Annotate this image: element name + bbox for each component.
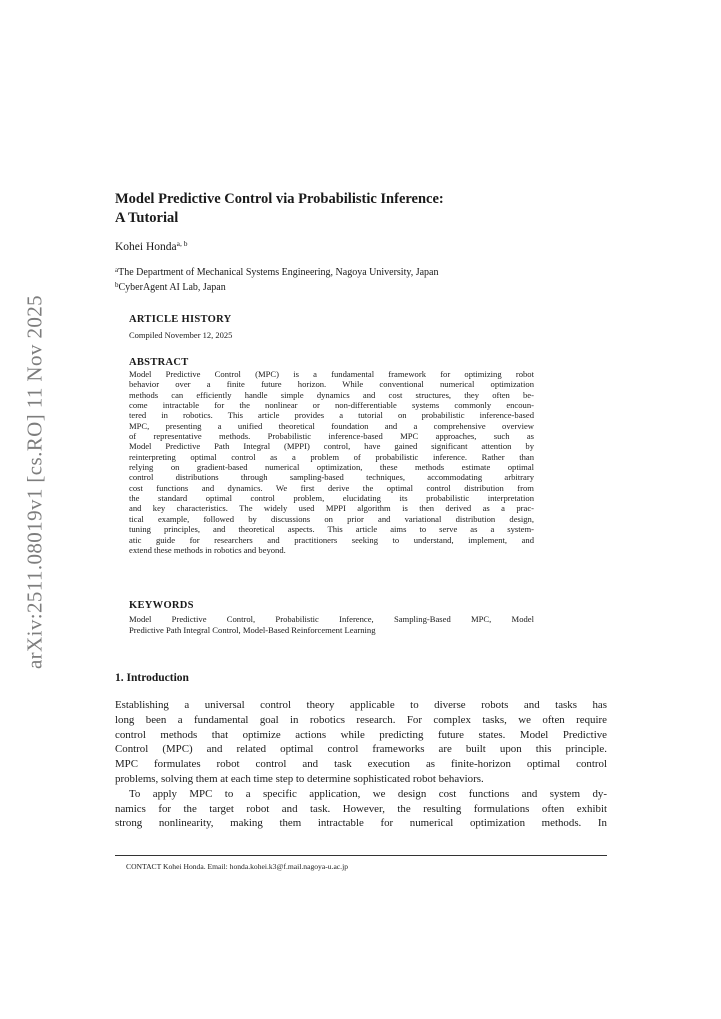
affiliations	[115, 264, 438, 294]
paper-title	[115, 190, 545, 228]
abstract-line: and key characteristics. The widely used MPPI algorithm is then derived as a prac-	[129, 503, 534, 514]
abstract-line: cost functions and dynamics. We first derive the optimal control distribution from	[129, 482, 534, 493]
abstract-line: Model Predictive Path Integral (MPPI) control, have gained significant attention by	[129, 441, 534, 452]
abstract-body	[129, 369, 534, 555]
title-line-1: Model Predictive Control via Probabilistic Inference:	[115, 191, 444, 207]
contact-footnote: CONTACT Kohei Honda. Email: honda.kohei.k3@f.mail.nagoya-u.ac.jp	[126, 862, 348, 871]
intro-line: Establishing a universal control theory applicable to diverse robots and tasks has	[115, 699, 607, 711]
article-history-heading: ARTICLE HISTORY	[129, 314, 232, 325]
abstract-line: tical example, followed by discussions on prior and variational distribution design,	[129, 513, 534, 524]
abstract-line: Model Predictive Control (MPC) is a fundamental framework for optimizing robot	[129, 369, 534, 379]
abstract-line: tered in robotics. This article provides a tutorial on probabilistic inference-based	[129, 410, 534, 421]
abstract-line: behavior over a finite future horizon. While conventional numerical optimization	[129, 379, 534, 390]
abstract-line: control distributions through sampling-based techniques, accommodating arbitrary	[129, 472, 534, 483]
arxiv-stamp	[18, 292, 52, 672]
abstract-line: MPC, presenting a unified theoretical foundation and a comprehensive overview	[129, 420, 534, 431]
title-line-2: A Tutorial	[115, 210, 179, 226]
intro-line: long been a fundamental goal in robotics research. For complex tasks, we often require	[115, 713, 607, 726]
affiliation-b: $^b$CyberAgent AI Lab, Japan	[115, 281, 226, 293]
keywords-body	[129, 614, 534, 636]
keywords-line: Model Predictive Control, Probabilistic Inference, Sampling-Based MPC, Model	[129, 614, 534, 624]
abstract-line: relying on gradient-based numerical optimization, these methods estimate optimal	[129, 462, 534, 473]
abstract-heading: ABSTRACT	[129, 357, 189, 368]
author	[115, 239, 187, 253]
abstract-line: tuning principles, and theoretical aspects. This article aims to serve as a system-	[129, 524, 534, 535]
author-affil-marks: a, b	[176, 239, 188, 248]
abstract-line: reinterpreting optimal control as a problem of probabilistic inference. Rather than	[129, 451, 534, 462]
author-name: Kohei Honda	[115, 241, 177, 253]
abstract-line: extend these methods in robotics and beyond.	[129, 544, 286, 555]
abstract-line: the standard optimal control problem, elucidating its probabilistic interpretation	[129, 493, 534, 504]
abstract-line: methods can efficiently handle simple dynamics and cost structures, they often be-	[129, 389, 534, 400]
introduction-text	[115, 698, 607, 831]
affiliation-a: $^a$The Department of Mechanical Systems Engineering, Nagoya University, Japan	[115, 266, 439, 278]
arxiv-stamp-text: arXiv:2511.08019v1 [cs.RO] 11 Nov 2025	[22, 294, 47, 670]
section-heading-introduction: 1. Introduction	[115, 672, 189, 684]
intro-line: control methods that optimize actions while predicting future states. Model Predictive	[115, 728, 607, 741]
abstract-line: of representative methods. Probabilistic inference-based MPC approaches, such as	[129, 431, 534, 442]
intro-line: To apply MPC to a specific application, we design cost functions and system dy-	[129, 787, 607, 800]
compiled-date: Compiled November 12, 2025	[129, 330, 233, 340]
keywords-line: Predictive Path Integral Control, Model-Based Reinforcement Learning	[129, 624, 376, 635]
intro-line: MPC formulates robot control and task execution as finite-horizon optimal control	[115, 758, 607, 771]
keywords-heading: KEYWORDS	[129, 600, 194, 611]
intro-line: namics for the target robot and task. However, the resulting formulations often exhibit	[115, 802, 607, 815]
footnote-rule	[115, 855, 607, 856]
intro-line: problems, solving them at each time step to determine sophisticated robot behaviors.	[115, 772, 484, 785]
abstract-line: come intractable for the nonlinear or non-differentiable systems commonly encoun-	[129, 400, 534, 411]
abstract-line: atic guide for researchers and practitioners seeking to understand, implement, and	[129, 534, 534, 545]
intro-line: strong nonlinearity, making them intractable for numerical optimization methods. In	[115, 817, 607, 830]
intro-line: Control (MPC) and related optimal control frameworks are built upon this principle.	[115, 743, 607, 756]
